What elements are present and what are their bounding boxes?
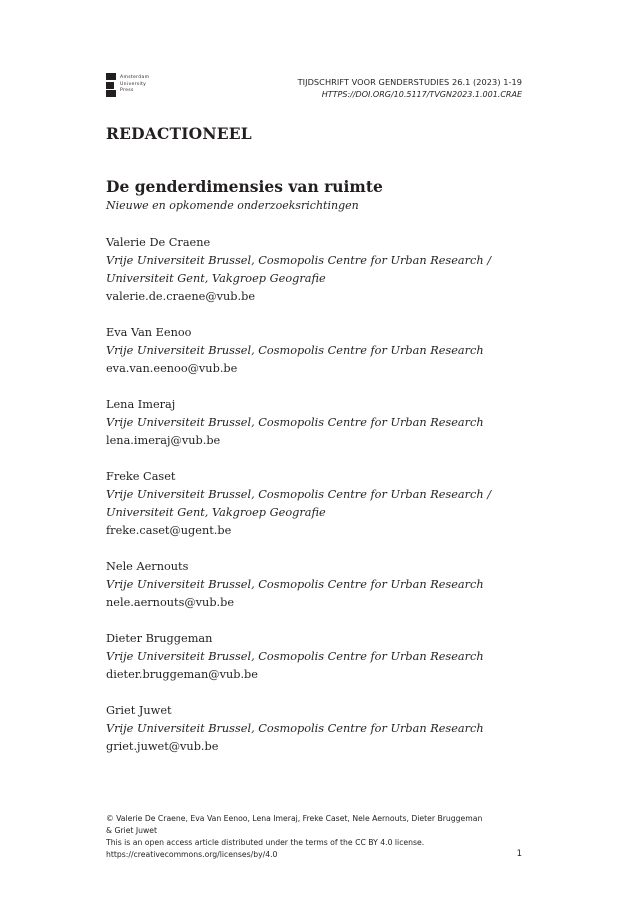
author-name: Valerie De Craene (106, 236, 211, 249)
publisher-name (120, 73, 149, 95)
author-affiliation: Vrije Universiteit Brussel, Cosmopolis Centre for Urban Research (106, 578, 484, 591)
author-affiliation: Vrije Universiteit Brussel, Cosmopolis Centre for Urban Research (106, 344, 484, 357)
author-email[interactable]: griet.juwet@vub.be (106, 740, 219, 753)
author-affiliation: Vrije Universiteit Brussel, Cosmopolis Centre for Urban Research / (106, 488, 492, 501)
author-entry (106, 234, 526, 306)
author-entry (106, 324, 526, 378)
author-affiliation: Vrije Universiteit Brussel, Cosmopolis Centre for Urban Research (106, 416, 484, 429)
author-entry (106, 558, 526, 612)
author-name: Dieter Bruggeman (106, 632, 213, 645)
author-affiliation: Vrije Universiteit Brussel, Cosmopolis Centre for Urban Research / (106, 254, 492, 267)
publisher-logo (106, 73, 149, 97)
author-name: Lena Imeraj (106, 398, 176, 411)
author-email[interactable]: dieter.bruggeman@vub.be (106, 668, 258, 681)
article-title: De genderdimensies van ruimte (106, 177, 383, 196)
publisher-line-2: University (120, 81, 147, 87)
author-list (106, 234, 526, 774)
author-email[interactable]: lena.imeraj@vub.be (106, 434, 221, 447)
author-entry (106, 396, 526, 450)
section-heading: REDACTIONEEL (106, 124, 252, 143)
author-email[interactable]: nele.aernouts@vub.be (106, 596, 235, 609)
journal-header (298, 76, 522, 101)
author-email[interactable]: eva.van.eenoo@vub.be (106, 362, 238, 375)
aup-logo-mark (106, 73, 116, 97)
author-entry (106, 630, 526, 684)
author-affiliation: Universiteit Gent, Vakgroep Geografie (106, 506, 326, 519)
copyright-line-2: & Griet Juwet (106, 826, 158, 835)
author-email[interactable]: valerie.de.craene@vub.be (106, 290, 256, 303)
author-affiliation: Universiteit Gent, Vakgroep Geografie (106, 272, 326, 285)
author-affiliation: Vrije Universiteit Brussel, Cosmopolis Centre for Urban Research (106, 722, 484, 735)
doi-link[interactable]: HTTPS://DOI.ORG/10.5117/TVGN2023.1.001.CRAE (321, 90, 522, 99)
author-affiliation: Vrije Universiteit Brussel, Cosmopolis Centre for Urban Research (106, 650, 484, 663)
author-name: Griet Juwet (106, 704, 172, 717)
author-entry (106, 468, 526, 540)
page-number: 1 (516, 849, 522, 859)
license-url[interactable]: https://creativecommons.org/licenses/by/4.0 (106, 850, 278, 859)
publisher-line-1: Amsterdam (120, 75, 150, 80)
journal-title: TIJDSCHRIFT VOOR GENDERSTUDIES 26.1 (2023) 1-19 (297, 77, 522, 87)
copyright-line-1: © Valerie De Craene, Eva Van Eenoo, Lena Imeraj, Freke Caset, Nele Aernouts, Dieter Bruggeman (106, 814, 483, 823)
article-subtitle: Nieuwe en opkomende onderzoeksrichtingen (106, 199, 359, 212)
license-statement: This is an open access article distributed under the terms of the CC BY 4.0 license. (106, 838, 425, 847)
author-name: Eva Van Eenoo (106, 326, 192, 339)
copyright-footer (106, 813, 506, 861)
publisher-line-3: Press (120, 88, 134, 93)
author-entry (106, 702, 526, 756)
author-name: Freke Caset (106, 470, 176, 483)
author-email[interactable]: freke.caset@ugent.be (106, 524, 232, 537)
author-name: Nele Aernouts (106, 560, 189, 573)
